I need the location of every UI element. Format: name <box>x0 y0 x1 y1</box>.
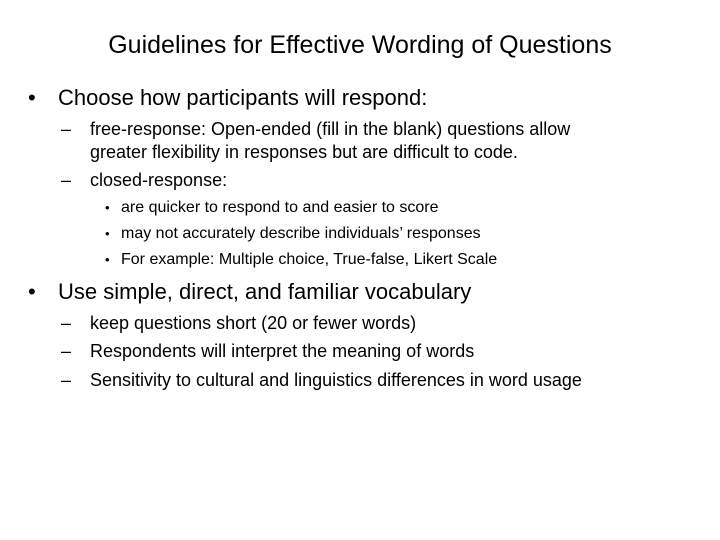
sub-sub-bullet-text: For example: Multiple choice, True-false, Likert Scale <box>121 251 498 268</box>
sub-bullet-interpretation <box>61 340 475 363</box>
sub-sub-bullet-text: may not accurately describe individuals’ responses <box>121 225 481 242</box>
dash-marker: – <box>61 341 72 361</box>
bullet-text: Choose how participants will respond: <box>58 85 428 110</box>
dash-marker: – <box>61 170 72 190</box>
dash-marker: – <box>61 119 72 139</box>
slide-title: Guidelines for Effective Wording of Questions <box>108 31 612 59</box>
sub-bullet-text-line2: greater flexibility in responses but are difficult to code. <box>90 142 518 162</box>
dash-marker: – <box>61 313 72 333</box>
sub-sub-bullet-accuracy <box>105 224 481 244</box>
bullet-choose-response <box>28 84 428 112</box>
sub-bullet-text-line1: free-response: Open-ended (fill in the blank) questions allow <box>90 119 571 139</box>
bullet-vocabulary <box>28 278 472 306</box>
sub-bullet-text: closed-response: <box>90 170 228 190</box>
sub-bullet-text: Sensitivity to cultural and linguistics differences in word usage <box>90 370 582 390</box>
sub-bullet-text: Respondents will interpret the meaning of words <box>90 341 475 361</box>
sub-sub-bullet-example <box>105 250 498 270</box>
sub-sub-bullet-text: are quicker to respond to and easier to score <box>121 199 439 216</box>
small-bullet-marker: • <box>105 252 110 267</box>
sub-bullet-closed-response <box>61 169 228 192</box>
dash-marker: – <box>61 370 72 390</box>
sub-bullet-free-response <box>61 118 571 164</box>
small-bullet-marker: • <box>105 226 110 241</box>
bullet-marker: • <box>28 279 36 304</box>
sub-sub-bullet-quicker <box>105 198 439 218</box>
sub-bullet-sensitivity <box>61 369 582 392</box>
sub-bullet-short-questions <box>61 312 417 335</box>
small-bullet-marker: • <box>105 200 110 215</box>
bullet-text: Use simple, direct, and familiar vocabulary <box>58 279 472 304</box>
sub-bullet-text: keep questions short (20 or fewer words) <box>90 313 417 333</box>
bullet-marker: • <box>28 85 36 110</box>
